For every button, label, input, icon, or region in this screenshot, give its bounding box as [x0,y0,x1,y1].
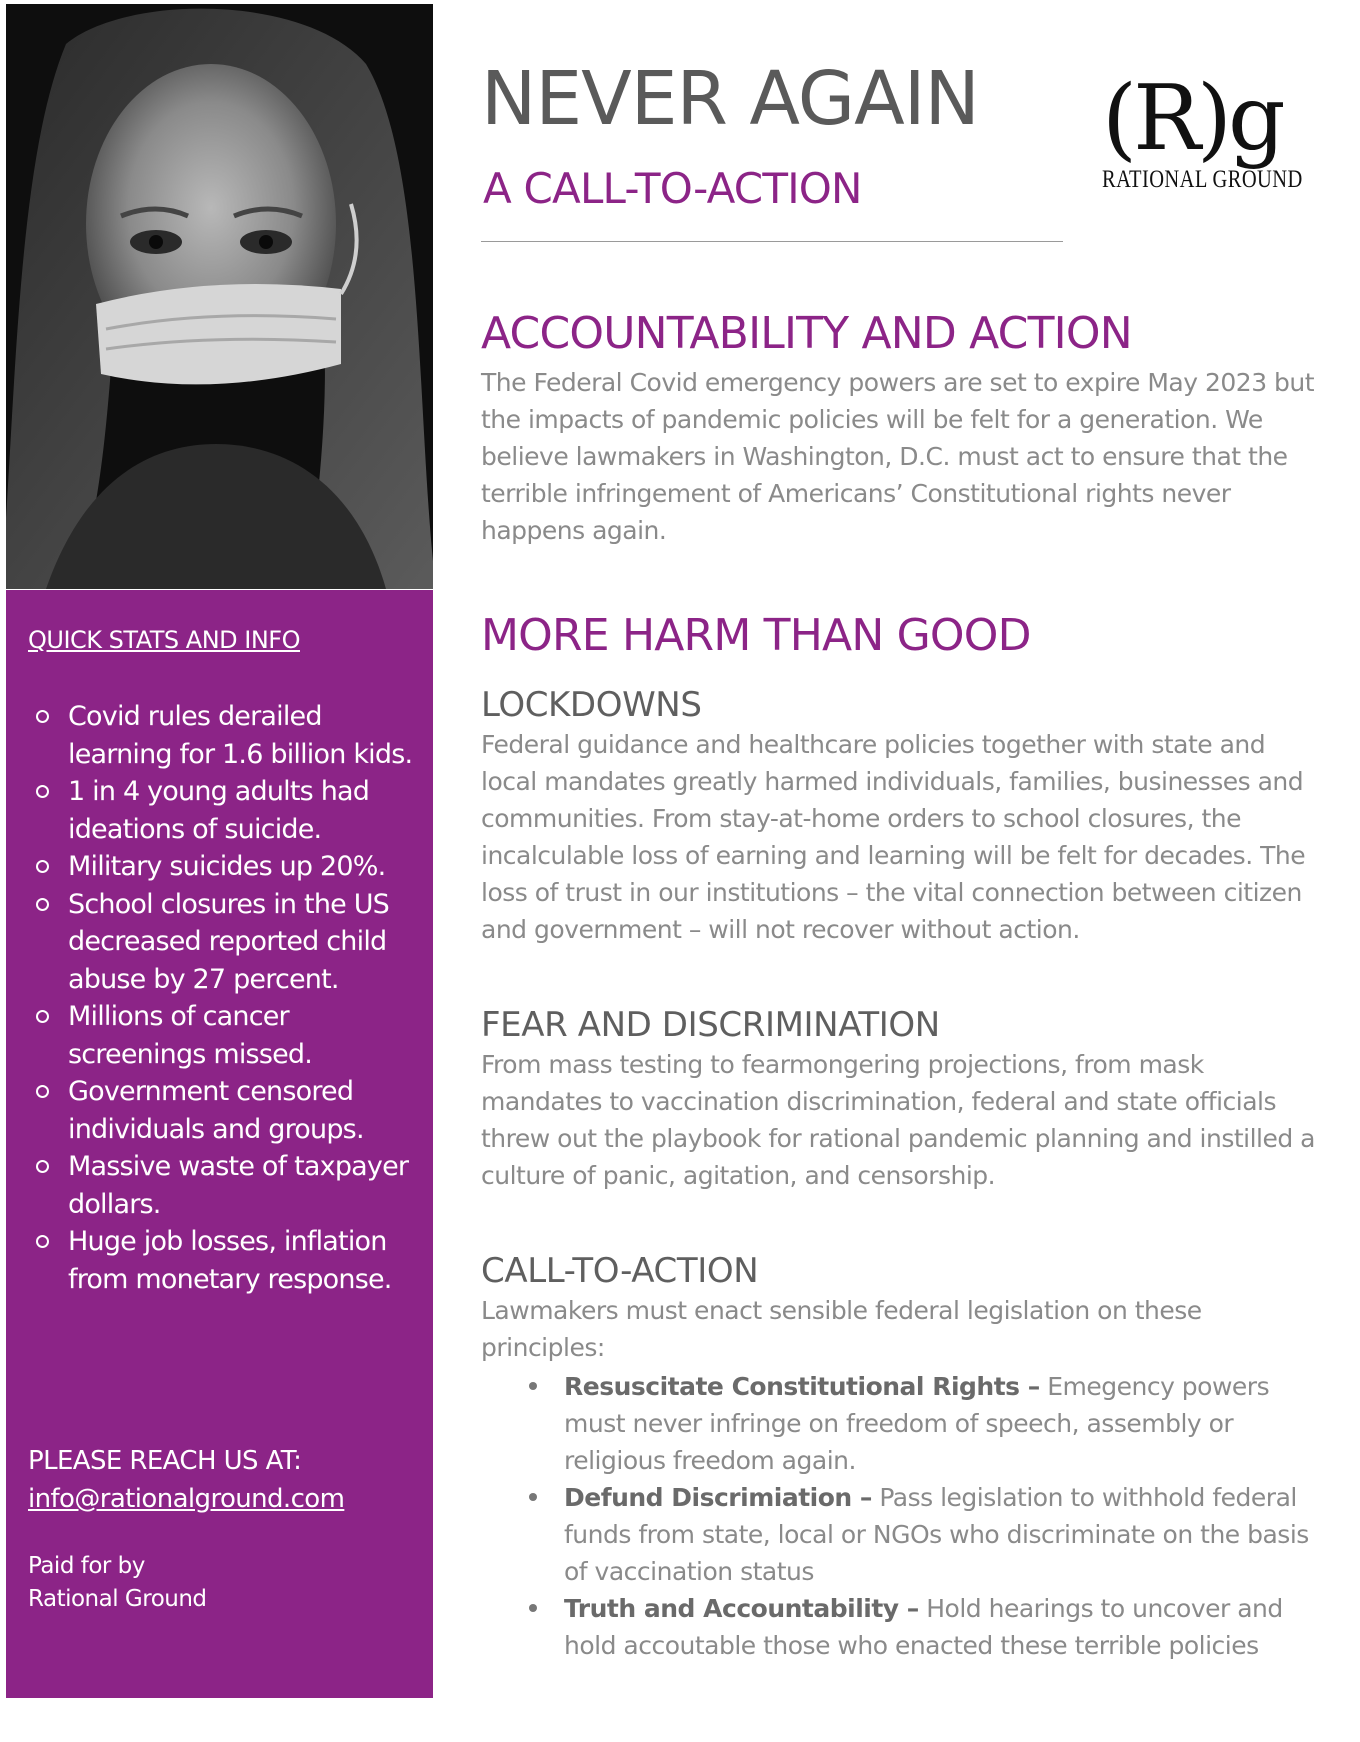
portrait-illustration [6,4,433,589]
contact-email-link[interactable]: info@rationalground.com [28,1484,345,1514]
stat-item [18,998,418,1073]
stat-text: 1 in 4 young adults had ideations of suicide. [68,776,370,845]
principles-list [481,1368,1321,1664]
accountability-heading: ACCOUNTABILITY AND ACTION [481,308,1132,359]
principle-text: Emegency powers must never infringe on freedom of speech, assembly or religious freedom again. [564,1372,1270,1475]
cta-body: Lawmakers must enact sensible federal legislation on these principles: [481,1296,1202,1362]
rational-ground-logo [1102,66,1303,204]
circle-bullet-icon [36,785,49,798]
bullet-dot-icon [529,1604,537,1612]
lockdowns-heading: LOCKDOWNS [481,685,702,725]
principle-item [481,1590,1321,1664]
stat-item [18,773,418,848]
circle-bullet-icon [36,1235,49,1248]
circle-bullet-icon [36,898,49,911]
stat-item [18,848,418,886]
stat-text: School closures in the US decreased reported child abuse by 27 percent. [68,888,390,995]
stat-item [18,886,418,999]
principle-title: Defund Discrimiation – [564,1483,872,1512]
stat-text: Military suicides up 20%. [68,851,386,882]
logo-name: RATIONAL GROUND [1102,166,1303,193]
circle-bullet-icon [36,860,49,873]
stat-text: Millions of cancer screenings missed. [68,1001,313,1070]
paid-for-by [28,1550,207,1616]
logo-mark: (R)g [1102,66,1282,171]
contact-block [28,1442,344,1518]
lockdowns-body: Federal guidance and healthcare policies together with state and local mandates greatly harmed individuals, families, businesses and communities. From stay-at-home orders to school closures, the incalculable loss of earning and learning will be felt for decades. The loss of trust in our institutions – the vital connection between citizen and government – will not recover without action. [481,730,1306,944]
stat-text: Huge job losses, inflation from monetary response. [68,1226,392,1295]
stat-text: Covid rules derailed learning for 1.6 billion kids. [68,701,413,770]
principle-title: Truth and Accountability – [564,1594,919,1623]
circle-bullet-icon [36,1010,49,1023]
bullet-dot-icon [529,1382,537,1390]
bullet-dot-icon [529,1493,537,1501]
principle-text: Hold hearings to uncover and hold accoutable those who enacted these terrible policies [564,1594,1283,1660]
quick-stats-list [18,698,418,1298]
fear-body: From mass testing to fearmongering projections, from mask mandates to vaccination discrimination, federal and state officials threw out the playbook for rational pandemic planning and instilled a culture of panic, agitation, and censorship. [481,1050,1316,1190]
quick-stats-sidebar [6,590,433,1698]
stat-text: Massive waste of taxpayer dollars. [68,1151,409,1220]
accountability-body: The Federal Covid emergency powers are set to expire May 2023 but the impacts of pandemic policies will be felt for a generation. We believe lawmakers in Washington, D.C. must act to ensure that the terrible infringement of Americans’ Constitutional rights never happens again. [481,368,1315,545]
circle-bullet-icon [36,1160,49,1173]
paid-line-2: Rational Ground [28,1586,207,1612]
principle-text: Pass legislation to withhold federal funds from state, local or NGOs who discriminate on the basis of vaccination status [564,1483,1309,1586]
stat-text: Government censored individuals and groups. [68,1076,364,1145]
stat-item [18,1223,418,1298]
principle-title: Resuscitate Constitutional Rights – [564,1372,1040,1401]
stat-item [18,1148,418,1223]
principle-item [481,1479,1321,1590]
cta-heading: CALL-TO-ACTION [481,1251,759,1291]
circle-bullet-icon [36,710,49,723]
fear-heading: FEAR AND DISCRIMINATION [481,1005,940,1045]
stat-item [18,1073,418,1148]
harm-heading: MORE HARM THAN GOOD [481,610,1031,661]
header-divider [481,241,1063,242]
paid-line-1: Paid for by [28,1553,145,1579]
page-title: NEVER AGAIN [481,56,979,142]
principle-item [481,1368,1321,1479]
page-subtitle: A CALL-TO-ACTION [483,164,862,213]
masked-child-photo [6,4,433,589]
stat-item [18,698,418,773]
contact-label: PLEASE REACH US AT: [28,1446,302,1476]
quick-stats-title: QUICK STATS AND INFO [28,626,300,654]
circle-bullet-icon [36,1085,49,1098]
